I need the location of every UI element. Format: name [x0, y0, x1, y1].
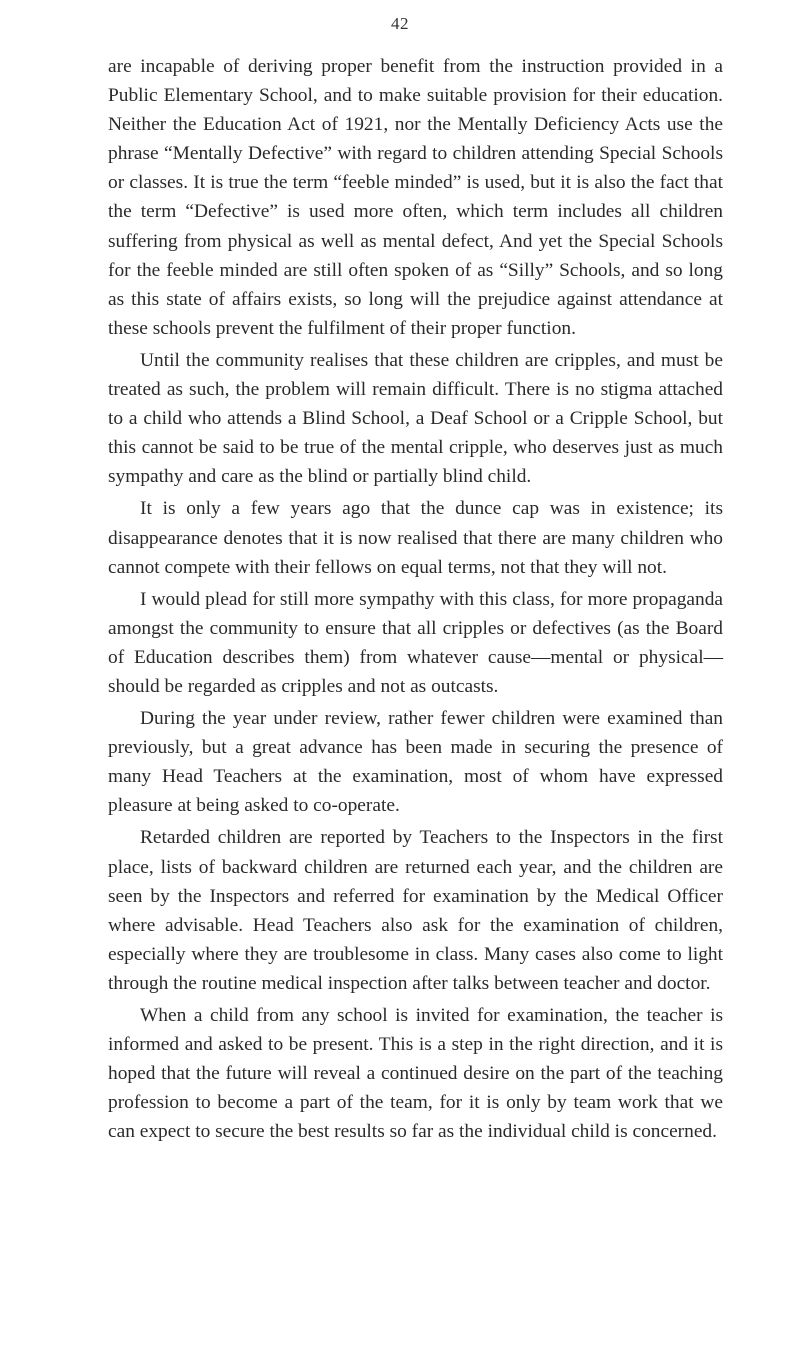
paragraph-4: I would plead for still more sympathy with this class, for more propaganda amongst the community to ensure that all cripples or defectives (as the Board of Education describes them) from whatever cause—mental or physical—should be regarded as cripples and not as outcasts.: [108, 588, 723, 697]
paragraph-1: are incapable of deriving proper benefit from the instruction provided in a Public Elementary School, and to make suitable provision for their education. Neither the Education Act of 1921, nor the Mentally Deficiency Acts use the phrase “Mentally Defective” with regard to children attending Special Schools or classes. It is true the term “feeble minded” is used, but it is also the fact that the term “Defective” is used more often, which term includes all children suffering from physical as well as mental defect, And yet the Special Schools for the feeble minded are still often spoken of as “Silly” Schools, and so long as this state of affairs exists, so long will the prejudice against attendance at these schools prevent the fulfilment of their proper function.: [108, 56, 723, 339]
paragraph-7: When a child from any school is invited for examination, the teacher is informed and asked to be present. This is a step in the right direction, and it is hoped that the future will reveal a continued desire on the part of the teaching profession to become a part of the team, for it is only by team work that we can expect to secure the best results so far as the individual child is concerned.: [108, 1005, 723, 1143]
paragraph-2: Until the community realises that these children are cripples, and must be treated as such, the problem will remain difficult. There is no stigma attached to a child who attends a Blind School, a Deaf School or a Cripple School, but this cannot be said to be true of the mental cripple, who deserves just as much sympathy and care as the blind or partially blind child.: [108, 349, 723, 488]
page-number: 42: [391, 14, 409, 33]
paragraph-3: It is only a few years ago that the dunce cap was in existence; its disappearance denotes that it is now realised that there are many children who cannot compete with their fellows on equal terms, not that they will not.: [108, 498, 723, 578]
paragraph-6: Retarded children are reported by Teachers to the Inspectors in the first place, lists of backward children are returned each year, and the children are seen by the Inspectors and referred for examination by the Medical Officer where advisable. Head Teachers also ask for the examination of children, especially where they are troublesome in class. Many cases also come to light through the routine medical inspection after talks between teacher and doctor.: [108, 827, 723, 994]
paragraph-5: During the year under review, rather fewer children were examined than previously, but a great advance has been made in securing the presence of many Head Teachers at the examination, most of whom have expressed pleasure at being asked to co-operate.: [108, 708, 723, 817]
body-text: [108, 52, 723, 1146]
